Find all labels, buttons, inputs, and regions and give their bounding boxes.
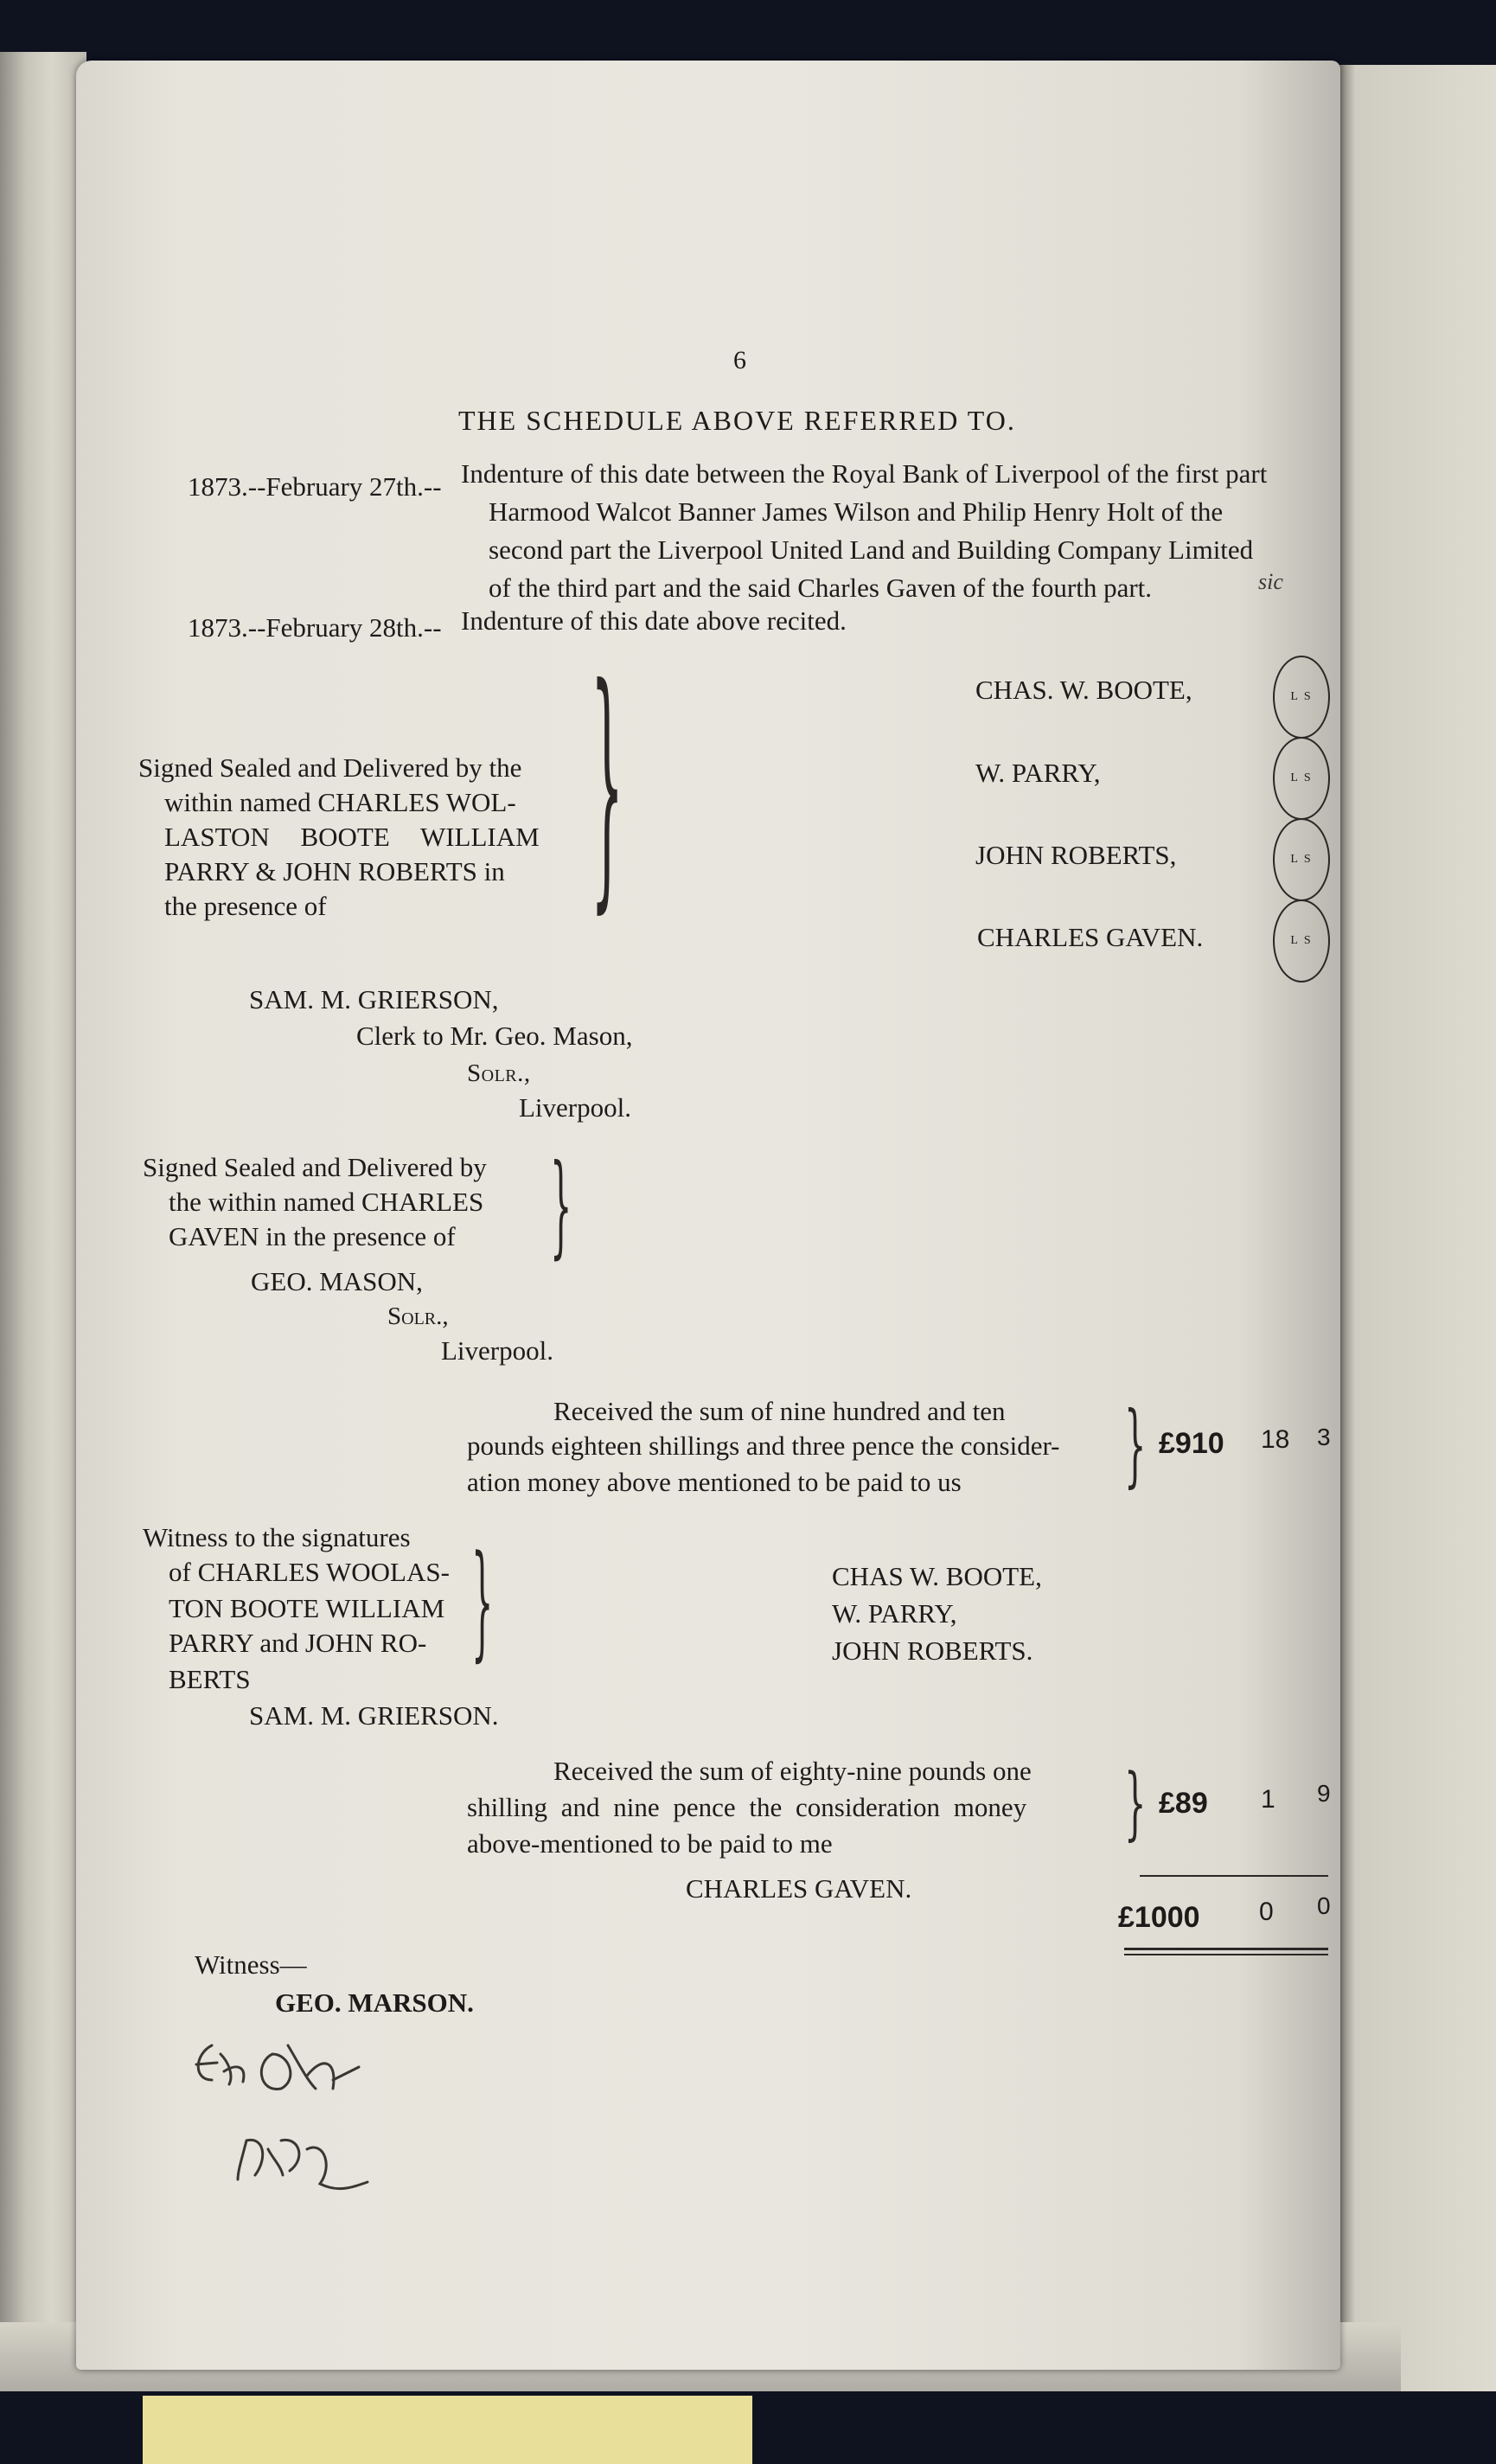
page-number: 6	[733, 346, 746, 374]
brace: }	[591, 636, 624, 938]
witness-title: Solr.,	[467, 1059, 531, 1087]
witness-place: Liverpool.	[519, 1092, 631, 1123]
left-book-edge	[0, 52, 86, 2378]
receipt-pounds: £910	[1159, 1427, 1224, 1460]
receipt-line: above-mentioned to be paid to me	[467, 1828, 833, 1859]
seal-icon: L S	[1273, 737, 1330, 820]
signatory-name: CHAS. W. BOOTE,	[975, 675, 1192, 705]
witness-place: Liverpool.	[441, 1335, 553, 1366]
receipt-line: pounds eighteen shillings and three pence the consider-	[467, 1430, 1060, 1461]
signatory-name: JOHN ROBERTS,	[975, 840, 1177, 870]
signatory-name: CHAS W. BOOTE,	[832, 1561, 1042, 1591]
adjacent-page	[1336, 65, 1496, 2391]
attestation-line: Signed Sealed and Delivered by	[143, 1152, 487, 1182]
schedule-line: of the third part and the said Charles Gaven of the fourth part.	[489, 573, 1153, 603]
receipt-signatory: CHARLES GAVEN.	[686, 1873, 912, 1904]
signatory-name: JOHN ROBERTS.	[832, 1635, 1033, 1666]
attestation-line: PARRY & JOHN ROBERTS in	[164, 856, 505, 886]
witness-name: SAM. M. GRIERSON.	[249, 1700, 499, 1731]
witness-title: Solr.,	[387, 1302, 449, 1330]
schedule-line: Indenture of this date above recited.	[461, 605, 847, 636]
total-shillings: 0	[1259, 1898, 1274, 1926]
marginal-note: sic	[1258, 569, 1283, 594]
brace: }	[1124, 1394, 1147, 1498]
seal-icon: L S	[1273, 656, 1330, 739]
schedule-line: Indenture of this date between the Royal Bank of Liverpool of the first part	[461, 458, 1268, 489]
final-witness-label: Witness—	[195, 1949, 307, 1980]
receipt-line: Received the sum of nine hundred and ten	[553, 1396, 1006, 1426]
receipt-pence: 3	[1317, 1424, 1331, 1450]
attestation-line: the presence of	[164, 891, 327, 921]
total-rule-bottom	[1124, 1948, 1328, 1950]
signatory-name: W. PARRY,	[832, 1598, 957, 1629]
attestation-line: Signed Sealed and Delivered by the	[138, 752, 522, 783]
receipt-line: Received the sum of eighty-nine pounds one	[553, 1756, 1032, 1786]
total-rule-top	[1140, 1875, 1328, 1877]
witness-block-line: TON BOOTE WILLIAM	[169, 1593, 445, 1623]
brace: }	[1124, 1758, 1147, 1850]
total-pence: 0	[1317, 1892, 1331, 1919]
schedule-date-1: 1873.--February 27th.--	[188, 471, 442, 502]
seal-icon: L S	[1273, 818, 1330, 901]
witness-block-line: PARRY and JOHN RO-	[169, 1628, 427, 1658]
schedule-line: Harmood Walcot Banner James Wilson and Philip Henry Holt of the	[489, 496, 1224, 527]
total-rule-bottom	[1124, 1954, 1328, 1955]
witness-block-line: Witness to the signatures	[143, 1522, 411, 1552]
witness-block-line: of CHARLES WOOLAS-	[169, 1557, 450, 1587]
page-title: THE SCHEDULE ABOVE REFERRED TO.	[458, 405, 1016, 436]
witness-name: GEO. MASON,	[251, 1266, 423, 1296]
witness-role: Clerk to Mr. Geo. Mason,	[356, 1021, 633, 1051]
seal-icon: L S	[1273, 899, 1330, 982]
brace: }	[550, 1143, 572, 1271]
attestation-line: GAVEN in the presence of	[169, 1221, 456, 1251]
receipt-line: ation money above mentioned to be paid to us	[467, 1467, 962, 1497]
handwritten-initials-icon	[186, 2028, 393, 2227]
signatory-name: W. PARRY,	[975, 758, 1101, 788]
brace: }	[471, 1532, 494, 1675]
receipt-line: shilling and nine pence the consideration money	[467, 1792, 1027, 1822]
witness-block-line: BERTS	[169, 1664, 251, 1694]
attestation-line: within named CHARLES WOL-	[164, 787, 516, 817]
final-witness-name: GEO. MARSON.	[275, 1987, 474, 2018]
schedule-date-2: 1873.--February 28th.--	[188, 612, 442, 643]
total-pounds: £1000	[1118, 1901, 1200, 1934]
signatory-name: CHARLES GAVEN.	[977, 922, 1204, 952]
receipt-shillings: 1	[1261, 1785, 1275, 1814]
witness-name: SAM. M. GRIERSON,	[249, 984, 499, 1014]
receipt-shillings: 18	[1261, 1425, 1290, 1454]
sticky-note	[143, 2396, 752, 2464]
attestation-line: LASTON BOOTE WILLIAM	[164, 822, 540, 852]
attestation-line: the within named CHARLES	[169, 1187, 484, 1217]
receipt-pence: 9	[1317, 1780, 1331, 1807]
schedule-line: second part the Liverpool United Land and Building Company Limited	[489, 534, 1254, 565]
receipt-pounds: £89	[1159, 1787, 1208, 1820]
